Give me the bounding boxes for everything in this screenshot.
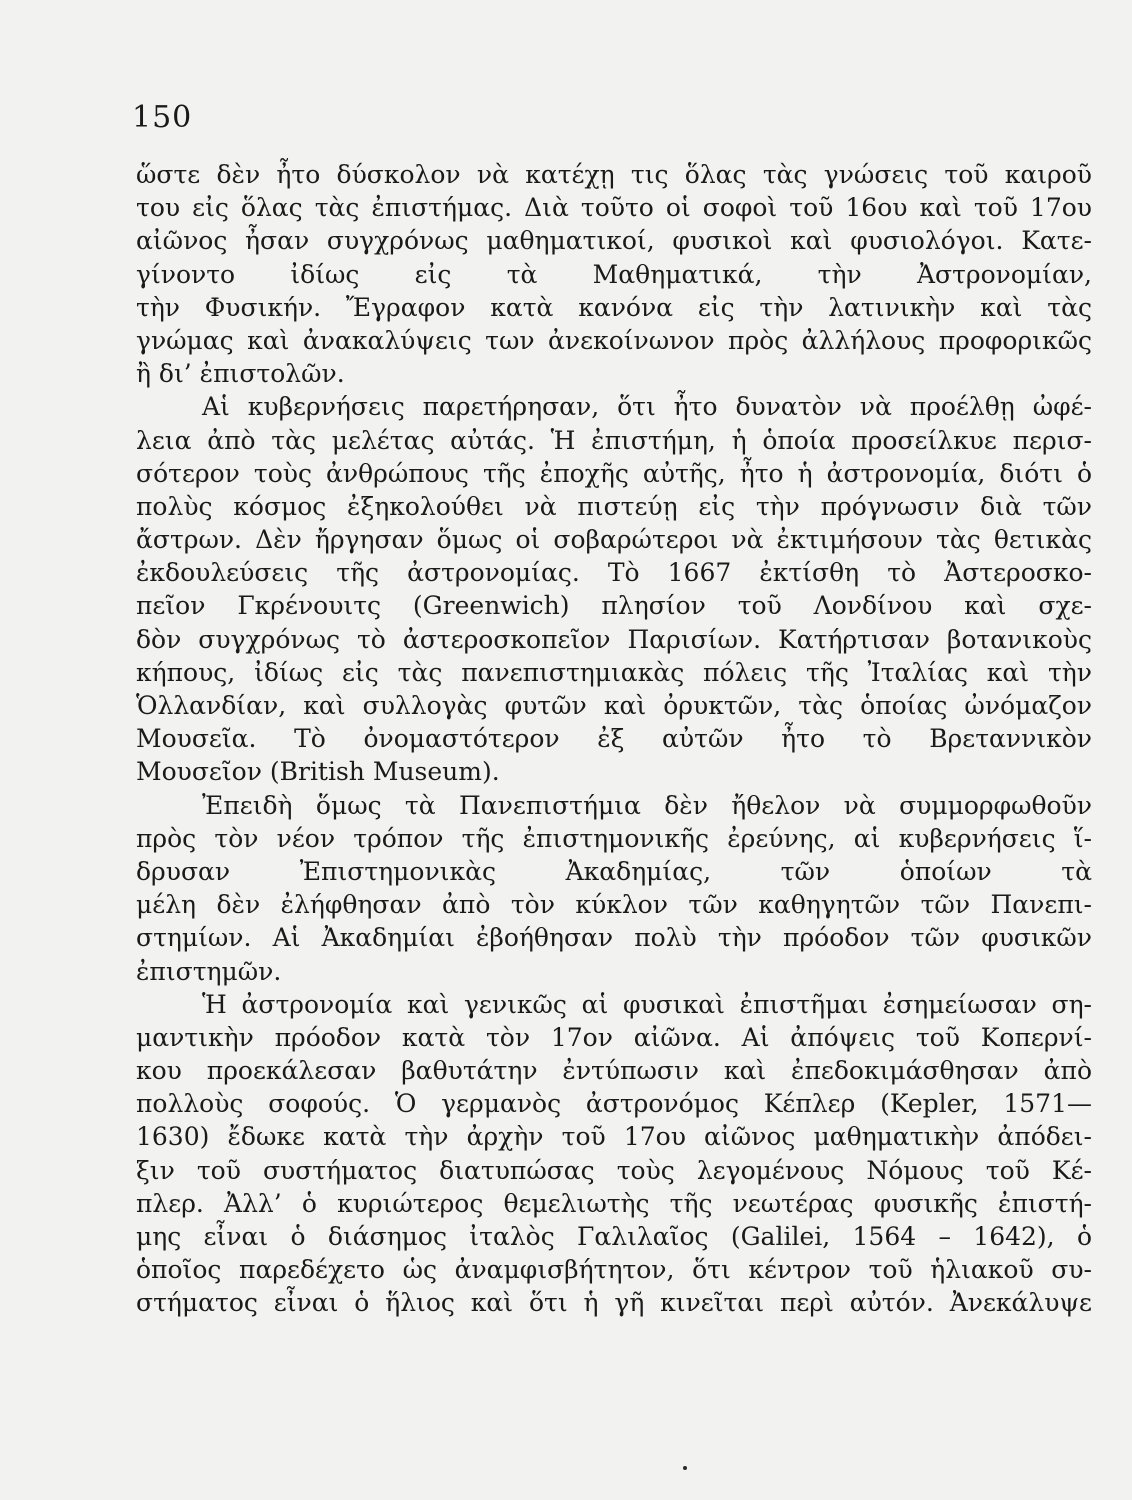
text-line: μης εἶναι ὁ διάσημος ἰταλὸς Γαλιλαῖος (Galilei, 1564 – 1642), ὁ [136, 1222, 1092, 1251]
text-line: ξιν τοῦ συστήματος διατυπώσας τοὺς λεγομένους Νόμους τοῦ Κέ- [136, 1155, 1092, 1185]
text-line: στημίων. Αἱ Ἀκαδημίαι ἐβοήθησαν πολὺ τὴν πρόοδον τῶν φυσικῶν [136, 923, 1092, 953]
text-line: αἰῶνος ἦσαν συγχρόνως μαθηματικοί, φυσικοὶ καὶ φυσιολόγοι. Κατε- [136, 226, 1092, 256]
text-line: Ἡ ἀστρονομία καὶ γενικῶς αἱ φυσικαὶ ἐπιστῆμαι ἐσημείωσαν ση- [202, 989, 1092, 1019]
text-line: μέλη δὲν ἐλήφθησαν ἀπὸ τὸν κύκλον τῶν καθηγητῶν τῶν Πανεπι- [136, 890, 1092, 920]
page-number: 150 [132, 100, 193, 135]
text-line: τὴν Φυσικήν. Ἔγραφον κατὰ κανόνα εἰς τὴν λατινικὴν καὶ τὰς [136, 292, 1092, 322]
text-line: Μουσεῖον (British Museum). [136, 757, 500, 787]
text-line: πεῖον Γκρένουιτς (Greenwich) πλησίον τοῦ Λονδίνου καὶ σχε- [136, 591, 1092, 621]
text-line: πολλοὺς σοφούς. Ὁ γερμανὸς ἀστρονόμος Κέπλερ (Kepler, 1571— [136, 1089, 1092, 1119]
text-line: κήπους, ἰδίως εἰς τὰς πανεπιστημιακὰς πόλεις τῆς Ἰταλίας καὶ τὴν [136, 657, 1092, 687]
text-line: ἐπιστημῶν. [136, 956, 282, 986]
text-line: Αἱ κυβερνήσεις παρετήρησαν, ὅτι ἦτο δυνατὸν νὰ προέλθῃ ὠφέ- [202, 392, 1092, 422]
print-speck [683, 1466, 687, 1470]
text-line: σότερον τοὺς ἀνθρώπους τῆς ἐποχῆς αὐτῆς, ἦτο ἡ ἀστρονομία, διότι ὁ [136, 458, 1092, 488]
text-line: ὁποῖος παρεδέχετο ὡς ἀναμφισβήτητον, ὅτι κέντρον τοῦ ἡλιακοῦ συ- [136, 1255, 1092, 1285]
text-line: πλερ. Ἀλλ’ ὁ κυριώτερος θεμελιωτὴς τῆς νεωτέρας φυσικῆς ἐπιστή- [136, 1188, 1092, 1218]
text-line: δὸν συγχρόνως τὸ ἀστεροσκοπεῖον Παρισίων. Κατήρτισαν βοτανικοὺς [136, 624, 1092, 654]
text-line: λεια ἀπὸ τὰς μελέτας αὐτάς. Ἡ ἐπιστήμη, ἡ ὁποία προσείλκυε περισ- [136, 425, 1092, 455]
text-line: κου προεκάλεσαν βαθυτάτην ἐντύπωσιν καὶ ἐπεδοκιμάσθησαν ἀπὸ [136, 1056, 1092, 1086]
text-line: πρὸς τὸν νέον τρόπον τῆς ἐπιστημονικῆς ἐρεύνης, αἱ κυβερνήσεις ἵ- [136, 823, 1092, 853]
text-line: ἐκδουλεύσεις τῆς ἀστρονομίας. Τὸ 1667 ἐκτίσθη τὸ Ἀστεροσκο- [136, 558, 1092, 588]
text-line: γνώμας καὶ ἀνακαλύψεις των ἀνεκοίνωνον πρὸς ἀλλήλους προφορικῶς [136, 325, 1092, 355]
text-line: Ἐπειδὴ ὅμως τὰ Πανεπιστήμια δὲν ἤθελον νὰ συμμορφωθοῦν [202, 790, 1092, 820]
text-line: Ὁλλανδίαν, καὶ συλλογὰς φυτῶν καὶ ὀρυκτῶν, τὰς ὁποίας ὠνόμαζον [136, 691, 1092, 720]
text-line: ἢ δι’ ἐπιστολῶν. [136, 359, 345, 389]
text-line: στήματος εἶναι ὁ ἥλιος καὶ ὅτι ἡ γῆ κινεῖται περὶ αὐτόν. Ἀνεκάλυψε [136, 1288, 1092, 1318]
text-line: του εἰς ὅλας τὰς ἐπιστήμας. Διὰ τοῦτο οἱ σοφοὶ τοῦ 16ου καὶ τοῦ 17ου [136, 193, 1092, 223]
text-line: δρυσαν Ἐπιστημονικὰς Ἀκαδημίας, τῶν ὁποίων τὰ [136, 856, 1092, 886]
text-line: μαντικὴν πρόοδον κατὰ τὸν 17ον αἰῶνα. Αἱ ἀπόψεις τοῦ Κοπερνί- [136, 1022, 1092, 1052]
text-line: πολὺς κόσμος ἐξηκολούθει νὰ πιστεύῃ εἰς τὴν πρόγνωσιν διὰ τῶν [136, 491, 1092, 521]
text-line: ἄστρων. Δὲν ἤργησαν ὅμως οἱ σοβαρώτεροι νὰ ἐκτιμήσουν τὰς θετικὰς [136, 525, 1092, 555]
body-text [136, 158, 1092, 1320]
text-line: Μουσεῖα. Τὸ ὀνομαστότερον ἐξ αὐτῶν ἦτο τὸ Βρεταννικὸν [136, 724, 1092, 754]
text-line: γίνοντο ἰδίως εἰς τὰ Μαθηματικά, τὴν Ἀστρονομίαν, [136, 259, 1092, 289]
text-line: ὥστε δὲν ἦτο δύσκολον νὰ κατέχῃ τις ὅλας τὰς γνώσεις τοῦ καιροῦ [136, 160, 1092, 189]
text-line: 1630) ἔδωκε κατὰ τὴν ἀρχὴν τοῦ 17ου αἰῶνος μαθηματικὴν ἀπόδει- [136, 1122, 1092, 1152]
